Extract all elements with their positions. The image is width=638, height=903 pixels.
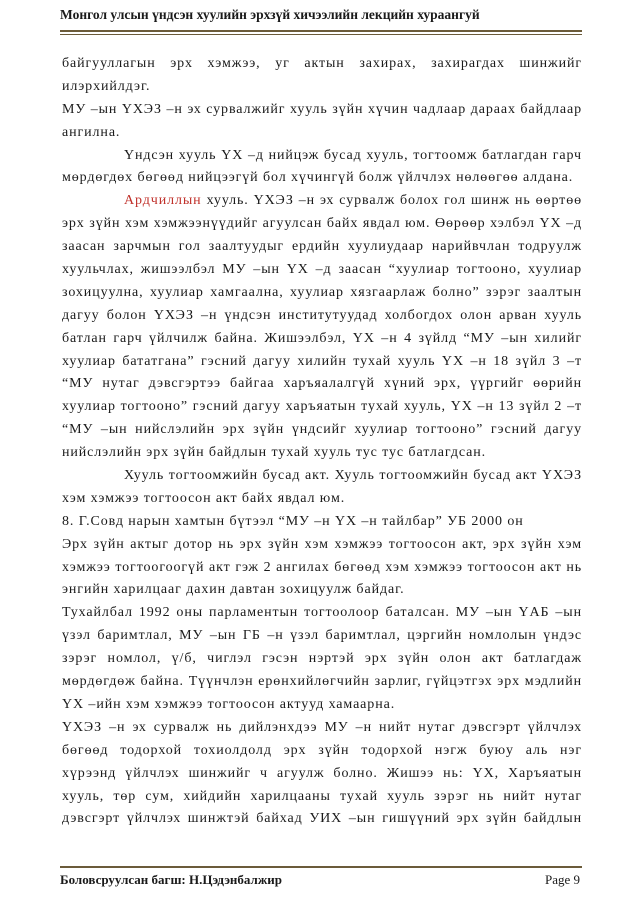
text-line: хуулиар бататгана” гэсний дагуу хилийн тухай хууль ҮХ –н 18 зүйл 3 –т	[62, 353, 582, 369]
text-line: ҮХЭЗ –н эх сурвалж нь дийлэнхдээ МУ –н нийт нутаг дэвсгэрт үйлчлэх	[62, 719, 582, 735]
text-line: “МУ нутаг дэвсгэртээ байгаа харъяалалгүй хүний эрх, үүргийг өөрийн	[62, 376, 582, 392]
text-line: зэрэг номлол, ү/б, чиглэл гэсэн нэртэй эрх зүйн олон акт батлагдаж	[62, 651, 582, 667]
text-line: мөрдөгдөж байна. Түүнчлэн ерөнхийлөгчийн зарлиг, гүйцэтгэх эрх мэдлийн	[62, 674, 582, 690]
text-line: зохицуулна, хуулиар хамгаална, хуулиар хязгаарлаж болно” зэрэг заалтын	[62, 284, 582, 300]
page-header-title: Монгол улсын үндсэн хуулийн эрхзүй хичээлийн лекцийн хураангуй	[60, 7, 480, 22]
list-item-2	[62, 190, 582, 213]
page-number: Page 9	[544, 872, 580, 887]
text-line: хууль, төр сум, хийдийн харилцааны тухай хууль зэрэг нь нийт нутаг	[62, 788, 582, 804]
text-line: эрх зүйн хэм хэмжээнүүдийг агуулсан байх явдал юм. Өөрөөр хэлбэл ҮХ –д	[62, 216, 582, 232]
text-line: хуулиар тогтооно” гэсний дагуу харъяатын тухай хууль, ҮХ –н 13 зүйл 2 –т	[62, 399, 582, 415]
header-rule-thin	[60, 34, 582, 35]
text-line: хүрээнд үйлчлэх шинжийг ч агуулж болно. Жишээ нь: ҮХ, Харъяатын	[62, 765, 582, 781]
text-line: хэм хэмжээ тогтоосон акт байх явдал юм.	[62, 490, 346, 506]
footer-author: Боловсруулсан багш: Н.Цэдэнбалжир	[60, 872, 282, 887]
text-line: мөрдөгдөх бөгөөд нийцээгүй бол хүчингүй болж үйлчлэх нөлөөгөө алдана.	[62, 170, 574, 186]
document-body	[62, 53, 582, 831]
list-item-3	[62, 465, 582, 488]
text-line: МУ –ын ҮХЭЗ –н эх сурвалжийг хууль зүйн хүчин чадлаар дараах байдлаар	[62, 101, 582, 117]
text-line: байгууллагын эрх хэмжээ, уг актын захирах, захирагдах шинжийг	[62, 56, 582, 71]
header-rule	[60, 30, 582, 32]
text-line: хэмжээ тогтоогоогүй акт гэж 2 ангилах бөгөөд хэм хэмжээ тогтоосон акт нь	[62, 559, 582, 575]
text-line: нийслэлийн эрх зүйн байдлын тухай хууль тус тус батлагдсан.	[62, 445, 487, 461]
text-line: батлан гарч үйлчилж байна. Жишээлбэл, ҮХ –н 4 зүйлд “МУ –ын хилийг	[62, 330, 582, 346]
text-line: энгийн харилцааг дахин давтан зохицуулж байдаг.	[62, 582, 405, 598]
text-line: бөгөөд тодорхой тохиолдолд эрх зүйн тодорхой нэгж буюу аль нэг	[62, 742, 582, 758]
text-line: Үндсэн хууль ҮХ –д нийцэж бусад хууль, тогтоомж батлагдан гарч	[124, 147, 582, 163]
text-line: хуульчлах, жишээлбэл МУ –ын ҮХ –д заасан “хуулиар тогтооно, хуулиар	[62, 262, 582, 278]
text-line: үзэл баримтлал, МУ –ын ГБ –н үзэл баримтлал, цэргийн номлолын үндэс	[62, 628, 582, 644]
text-line: “МУ –ын нийслэлийн эрх зүйн үндсийг хуулиар тогтооно” гэсний дагуу	[62, 422, 582, 438]
text-line: Тухайлбал 1992 оны парламентын тогтоолоор баталсан. МУ –ын ҮАБ –ын	[62, 605, 582, 621]
text-line: Хууль тогтоомжийн бусад акт. Хууль тогтоомжийн бусад акт ҮХЭЗ	[124, 468, 582, 484]
text-line: дагуу болон ҮХЭЗ –н үндсэн институтуудад холбогдох олон арван хууль	[62, 307, 582, 323]
text-line: хууль. ҮХЭЗ –н эх сурвалж болох гол шинж нь өөртөө	[206, 193, 582, 209]
text-line: дэвсгэрт үйлчлэх шинжтэй байхад УИХ –ын гишүүний эрх зүйн байдлын	[62, 811, 582, 827]
footer-rule	[60, 866, 582, 868]
text-line: илэрхийлдэг.	[62, 78, 151, 94]
text-line: 8. Г.Совд нарын хамтын бүтээл “МУ –н ҮХ –н тайлбар” УБ 2000 он	[62, 513, 524, 529]
text-line: ангилна.	[62, 124, 121, 140]
text-line: Эрх зүйн актыг дотор нь эрх зүйн хэм хэмжээ тогтоосон акт, эрх зүйн хэм	[62, 536, 582, 552]
highlighted-word: Ардчиллын	[124, 193, 202, 209]
text-line: ҮХ –ийн хэм хэмжээ тогтоосон актууд хамаарна.	[62, 696, 396, 712]
list-item-1	[62, 145, 582, 168]
text-line: заасан зарчмын гол заалтуудыг ердийн хуулиудаар нарийвчлан тодруулж	[62, 239, 582, 255]
